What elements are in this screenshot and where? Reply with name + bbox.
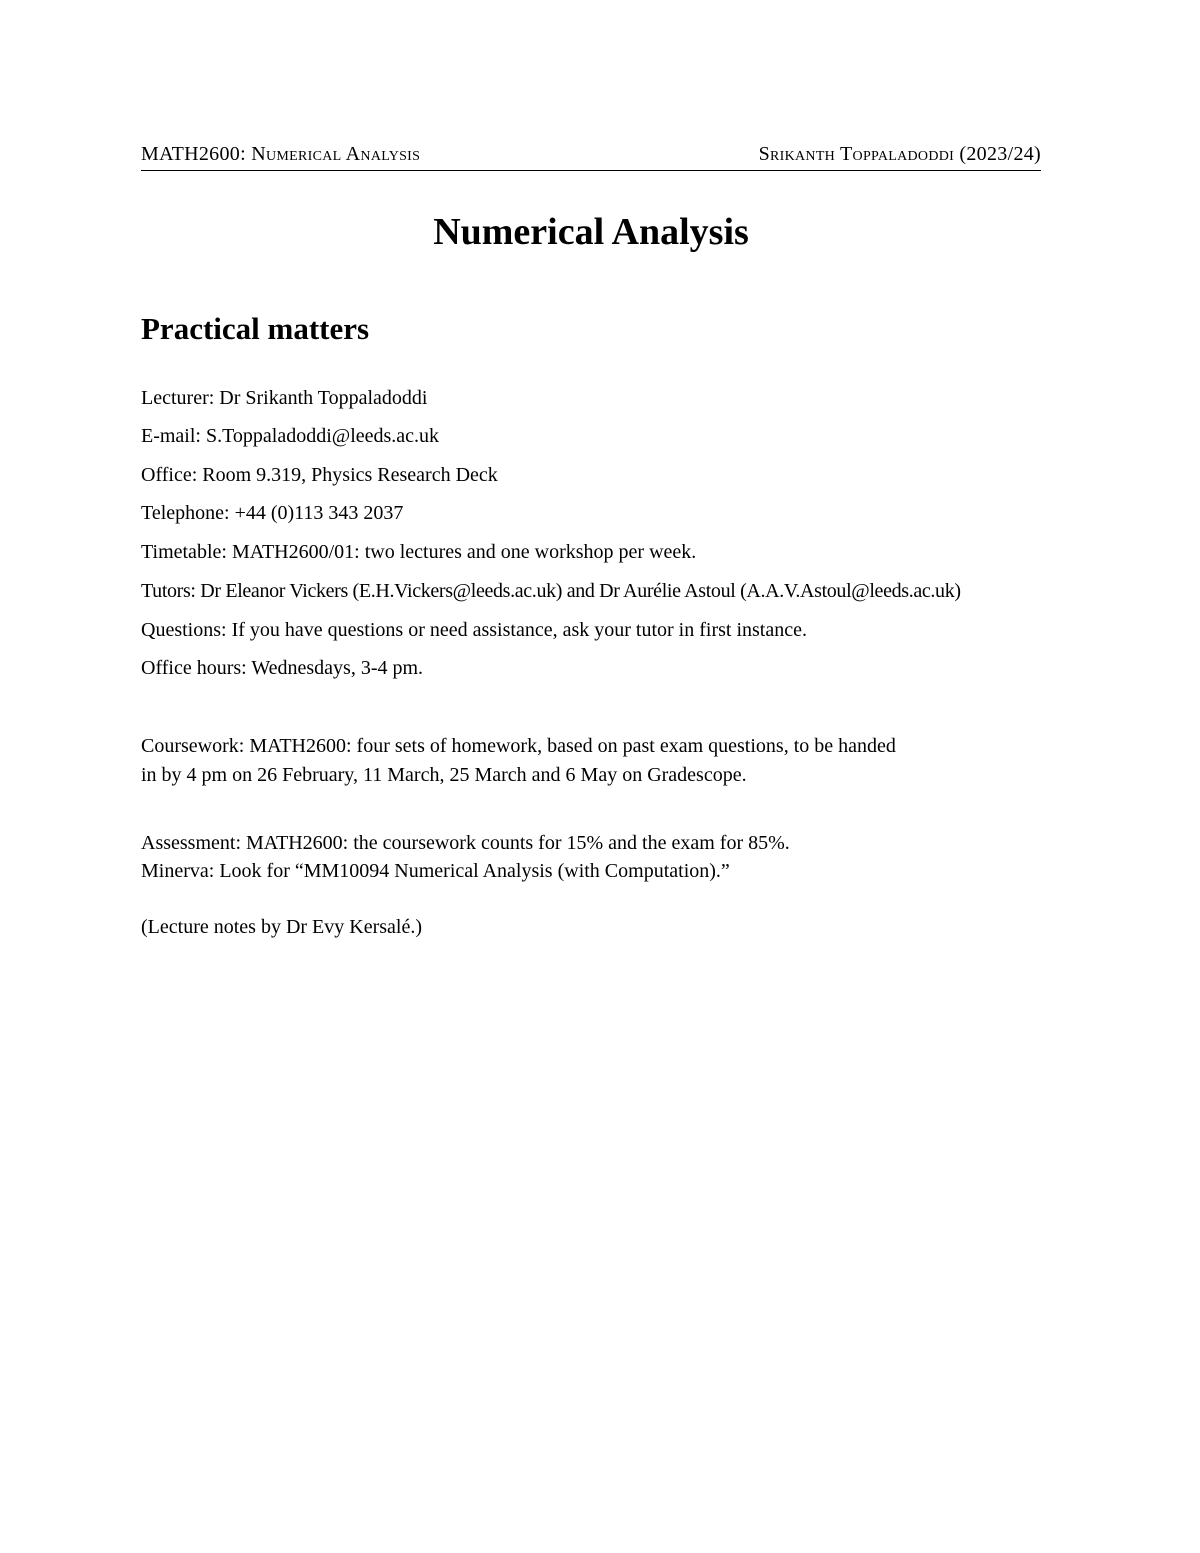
coursework-line-2: [141, 761, 747, 789]
info-label: Questions:: [141, 619, 227, 641]
info-office: [141, 461, 498, 489]
minerva-label: Minerva:: [141, 860, 215, 882]
info-value: Dr Eleanor Vickers (E.H.Vickers@leeds.ac.uk) and Dr Aurélie Astoul (A.A.V.Astoul@leeds.ac.uk): [200, 580, 961, 602]
info-tutors: [141, 577, 961, 605]
assessment-line: [141, 829, 790, 857]
info-timetable: [141, 538, 696, 566]
info-value: MATH2600/01: two lectures and one workshop per week.: [231, 541, 697, 563]
info-value: If you have questions or need assistance, ask your tutor in first instance.: [231, 619, 807, 641]
header-course: MATH2600: Numerical Analysis: [141, 143, 421, 165]
assessment-label: Assessment:: [141, 832, 241, 854]
coursework-line-1: [141, 732, 896, 760]
info-office-hours: [141, 654, 423, 682]
info-email: [141, 422, 439, 450]
info-telephone: [141, 499, 403, 527]
info-label: E-mail:: [141, 425, 201, 447]
running-header: [141, 142, 1041, 171]
info-value: +44 (0)113 343 2037: [234, 502, 404, 524]
info-questions: [141, 616, 807, 644]
info-label: Timetable:: [141, 541, 227, 563]
info-label: Office:: [141, 464, 198, 486]
info-label: Telephone:: [141, 502, 230, 524]
info-label: Tutors:: [141, 580, 196, 602]
document-title: Numerical Analysis: [433, 211, 749, 253]
info-value: Dr Srikanth Toppaladoddi: [219, 387, 428, 409]
minerva-line: [141, 857, 730, 885]
info-label: Office hours:: [141, 657, 247, 679]
lecture-notes-credit: (Lecture notes by Dr Evy Kersalé.): [141, 916, 422, 938]
section-title: Practical matters: [141, 311, 370, 346]
info-label: Lecturer:: [141, 387, 215, 409]
coursework-text-continued: in by 4 pm on 26 February, 11 March, 25 March and 6 May on Gradescope.: [141, 764, 747, 786]
info-value: Wednesdays, 3-4 pm.: [251, 657, 424, 679]
info-value: Room 9.319, Physics Research Deck: [202, 464, 498, 486]
header-author-year: Srikanth Toppaladoddi (2023/24): [758, 143, 1041, 165]
coursework-label: Coursework:: [141, 735, 245, 757]
assessment-text: MATH2600: the coursework counts for 15% and the exam for 85%.: [246, 832, 790, 854]
minerva-text: Look for “MM10094 Numerical Analysis (with Computation).”: [219, 860, 730, 882]
info-lecturer: [141, 384, 427, 412]
info-value: S.Toppaladoddi@leeds.ac.uk: [205, 425, 440, 447]
coursework-text: MATH2600: four sets of homework, based on past exam questions, to be handed: [249, 735, 896, 757]
